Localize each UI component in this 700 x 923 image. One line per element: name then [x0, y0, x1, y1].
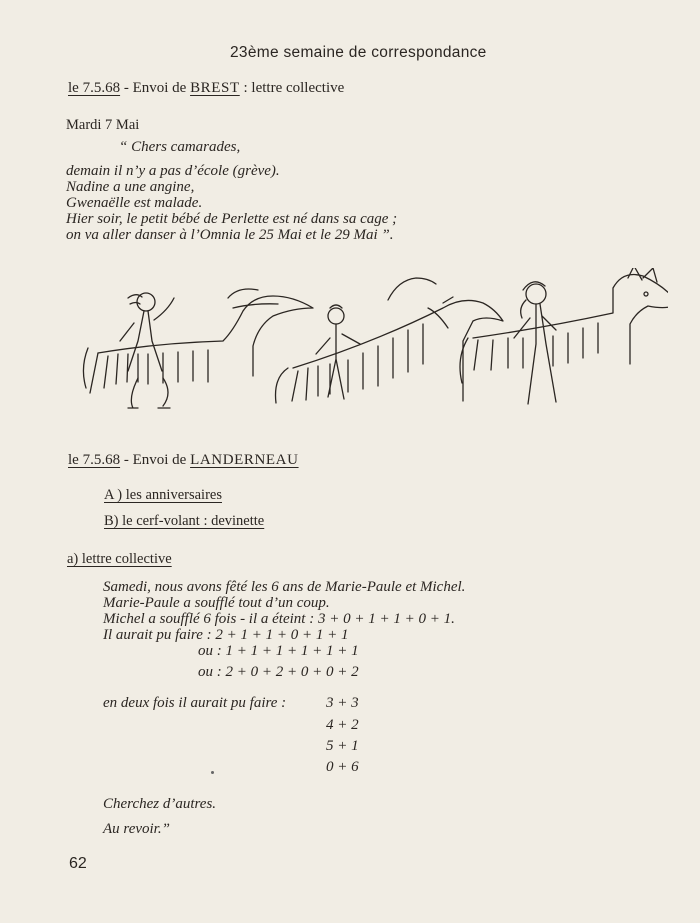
drawing-horse-2	[276, 278, 504, 403]
letter-line: demain il n’y a pas d’école (grève).	[66, 163, 280, 179]
ou-line-2: ou : 2 + 0 + 2 + 0 + 0 + 2	[198, 664, 359, 680]
ink-dot	[211, 771, 214, 774]
landerneau-heading	[68, 452, 299, 469]
brest-day: Mardi 7 Mai	[66, 117, 140, 133]
drawing-horse-1	[83, 289, 313, 408]
landerneau-dash: - Envoi de	[123, 452, 187, 468]
two-times-2: 4 + 2	[326, 717, 359, 733]
letter-line: Il aurait pu faire : 2 + 1 + 1 + 0 + 1 + 1	[103, 627, 349, 643]
brest-place: BREST	[190, 80, 240, 96]
item-a: A ) les anniversaires	[104, 487, 222, 503]
closing-1: Cherchez d’autres.	[103, 796, 217, 812]
brest-date: le 7.5.68	[68, 80, 121, 96]
two-times-label: en deux fois il aurait pu faire :	[103, 695, 287, 711]
two-times-3: 5 + 1	[326, 738, 359, 754]
letter-line: Michel a soufflé 6 fois - il a éteint : 3 + 0 + 1 + 1 + 0 + 1.	[103, 611, 455, 627]
brest-kind: : lettre collective	[243, 80, 345, 96]
two-times-1: 3 + 3	[326, 695, 359, 711]
brest-greeting: “ Chers camarades,	[119, 139, 241, 155]
ou-line-1: ou : 1 + 1 + 1 + 1 + 1 + 1	[198, 643, 359, 659]
drawing-horse-3	[460, 268, 668, 404]
child-drawing-horses-icon	[68, 268, 668, 428]
page-number: 62	[69, 855, 87, 872]
letter-line: on va aller danser à l’Omnia le 25 Mai et le 29 Mai ”.	[66, 227, 394, 243]
two-times-4: 0 + 6	[326, 759, 359, 775]
letter-line: Gwenaëlle est malade.	[66, 195, 203, 211]
letter-line: Hier soir, le petit bébé de Perlette est né dans sa cage ;	[66, 211, 398, 227]
brest-heading	[68, 80, 344, 97]
page-title: 23ème semaine de correspondance	[230, 44, 487, 61]
item-b: B) le cerf-volant : devinette	[104, 513, 265, 529]
letter-line: Marie-Paule a soufflé tout d’un coup.	[103, 595, 330, 611]
landerneau-place: LANDERNEAU	[190, 452, 299, 468]
landerneau-date: le 7.5.68	[68, 452, 121, 468]
letter-line: Samedi, nous avons fêté les 6 ans de Marie-Paule et Michel.	[103, 579, 466, 595]
landerneau-letter	[103, 579, 465, 643]
brest-dash: - Envoi de	[123, 80, 187, 96]
closing-2: Au revoir.”	[103, 821, 170, 837]
brest-letter	[66, 163, 397, 243]
sub-a: a) lettre collective	[67, 551, 172, 567]
letter-line: Nadine a une angine,	[66, 179, 195, 195]
